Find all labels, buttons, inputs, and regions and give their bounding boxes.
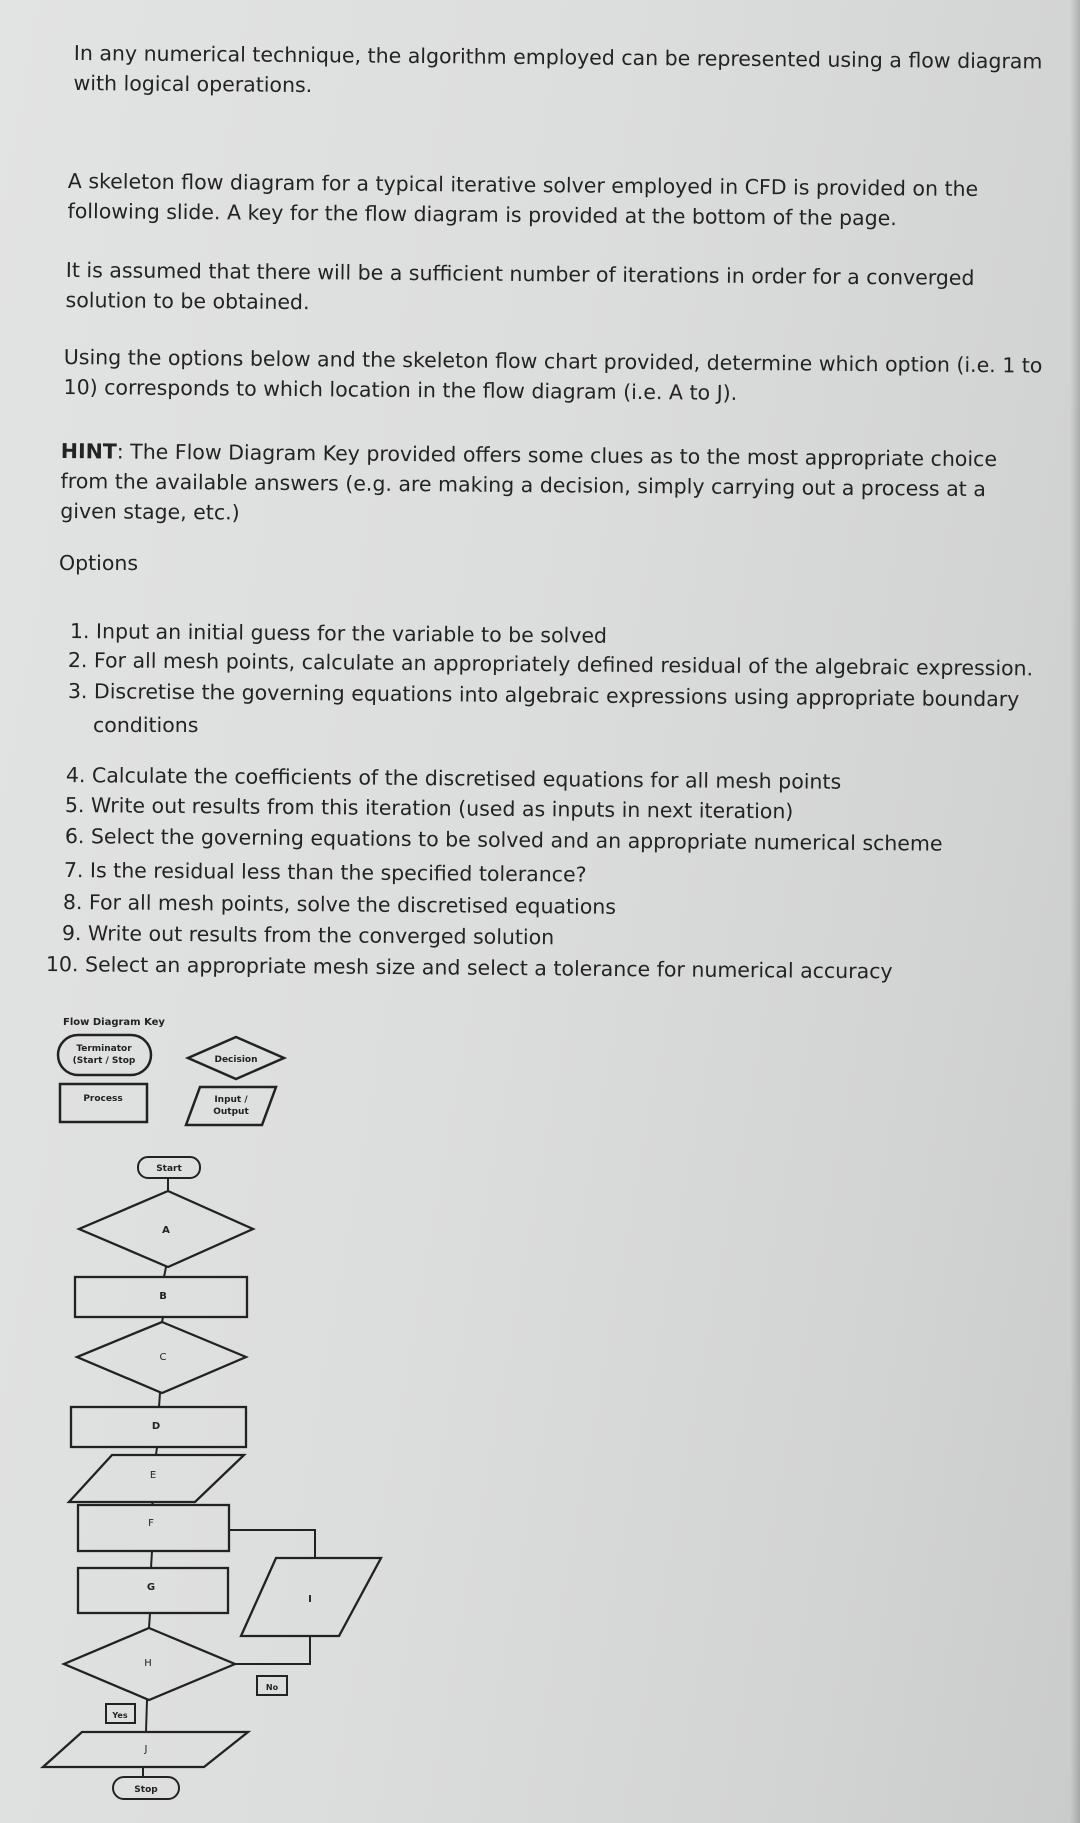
location-label-h: H <box>144 1658 152 1669</box>
option-item-7: 7. Is the residual less than the specified tolerance? <box>63 857 587 887</box>
option-item-4: 4. Calculate the coefficients of the discretised equations for all mesh points <box>65 762 842 794</box>
location-label-a: A <box>162 1225 170 1236</box>
key-io-label-2: Output <box>213 1107 249 1117</box>
yes-label: Yes <box>112 1711 128 1720</box>
option-item-5: 5. Write out results from this iteration (used as inputs in next iteration) <box>64 792 794 824</box>
hint-label: HINT <box>60 438 117 464</box>
no-label: No <box>265 1683 279 1692</box>
option-item-6: 6. Select the governing equations to be solved and an appropriate numerical scheme <box>64 823 943 856</box>
hint-text: : The Flow Diagram Key provided offers some clues as to the most appropriate choice from the available answers (e.g. are making a decision, simply carrying out a process at a given stage, etc.) <box>60 439 998 525</box>
option-item-3-continued: conditions <box>93 713 199 737</box>
location-label-d: D <box>151 1421 161 1432</box>
option-item-3: 3. Discretise the governing equations into algebraic expressions using appropriate boundary <box>67 678 1020 712</box>
location-label-f: F <box>148 1518 154 1529</box>
intro-paragraph-3: It is assumed that there will be a sufficient number of iterations in order for a converged solution to be obtained. <box>65 257 975 315</box>
location-label-c: C <box>159 1352 167 1363</box>
option-item-10: 10. Select an appropriate mesh size and select a tolerance for numerical accuracy <box>45 951 893 984</box>
option-item-8: 8. For all mesh points, solve the discretised equations <box>62 889 617 919</box>
key-io-label: Input / <box>214 1095 248 1105</box>
stop-label: Stop <box>134 1785 158 1795</box>
key-decision-label: Decision <box>214 1055 258 1065</box>
page-shadow-edge <box>1070 0 1080 1823</box>
location-label-g: G <box>146 1582 156 1593</box>
key-process-label: Process <box>83 1094 123 1104</box>
intro-paragraph-2: A skeleton flow diagram for a typical iterative solver employed in CFD is provided on the following slide. A key for the flow diagram is provided at the bottom of the page. <box>67 168 979 231</box>
io-e-shape <box>69 1455 244 1502</box>
location-label-j: J <box>144 1744 148 1755</box>
key-io-shape <box>186 1087 276 1125</box>
location-label-e: E <box>149 1470 157 1481</box>
option-item-9: 9. Write out results from the converged solution <box>61 920 555 950</box>
key-terminator-label: Terminator <box>76 1044 132 1054</box>
start-label: Start <box>156 1164 182 1174</box>
loop-connector-f-to-i <box>229 1530 315 1558</box>
key-title: Flow Diagram Key <box>63 1017 165 1028</box>
option-item-1: 1. Input an initial guess for the variable to be solved <box>69 618 608 648</box>
location-label-b: B <box>159 1291 167 1302</box>
key-terminator-shape <box>58 1035 151 1075</box>
option-item-2: 2. For all mesh points, calculate an appropriately defined residual of the algebraic expression. <box>67 647 1034 681</box>
intro-paragraph-4: Using the options below and the skeleton flow chart provided, determine which option (i.e. 1 to 10) corresponds to which location in the flow diagram (i.e. A to J). <box>63 344 1043 405</box>
options-heading: Options <box>59 551 139 575</box>
key-terminator-label-2: (Start / Stop <box>72 1056 136 1066</box>
loop-connector-no-branch <box>235 1636 310 1664</box>
location-label-i: I <box>308 1594 312 1605</box>
intro-paragraph-1: In any numerical technique, the algorithm employed can be represented using a flow diagram with logical operations. <box>73 40 1043 98</box>
